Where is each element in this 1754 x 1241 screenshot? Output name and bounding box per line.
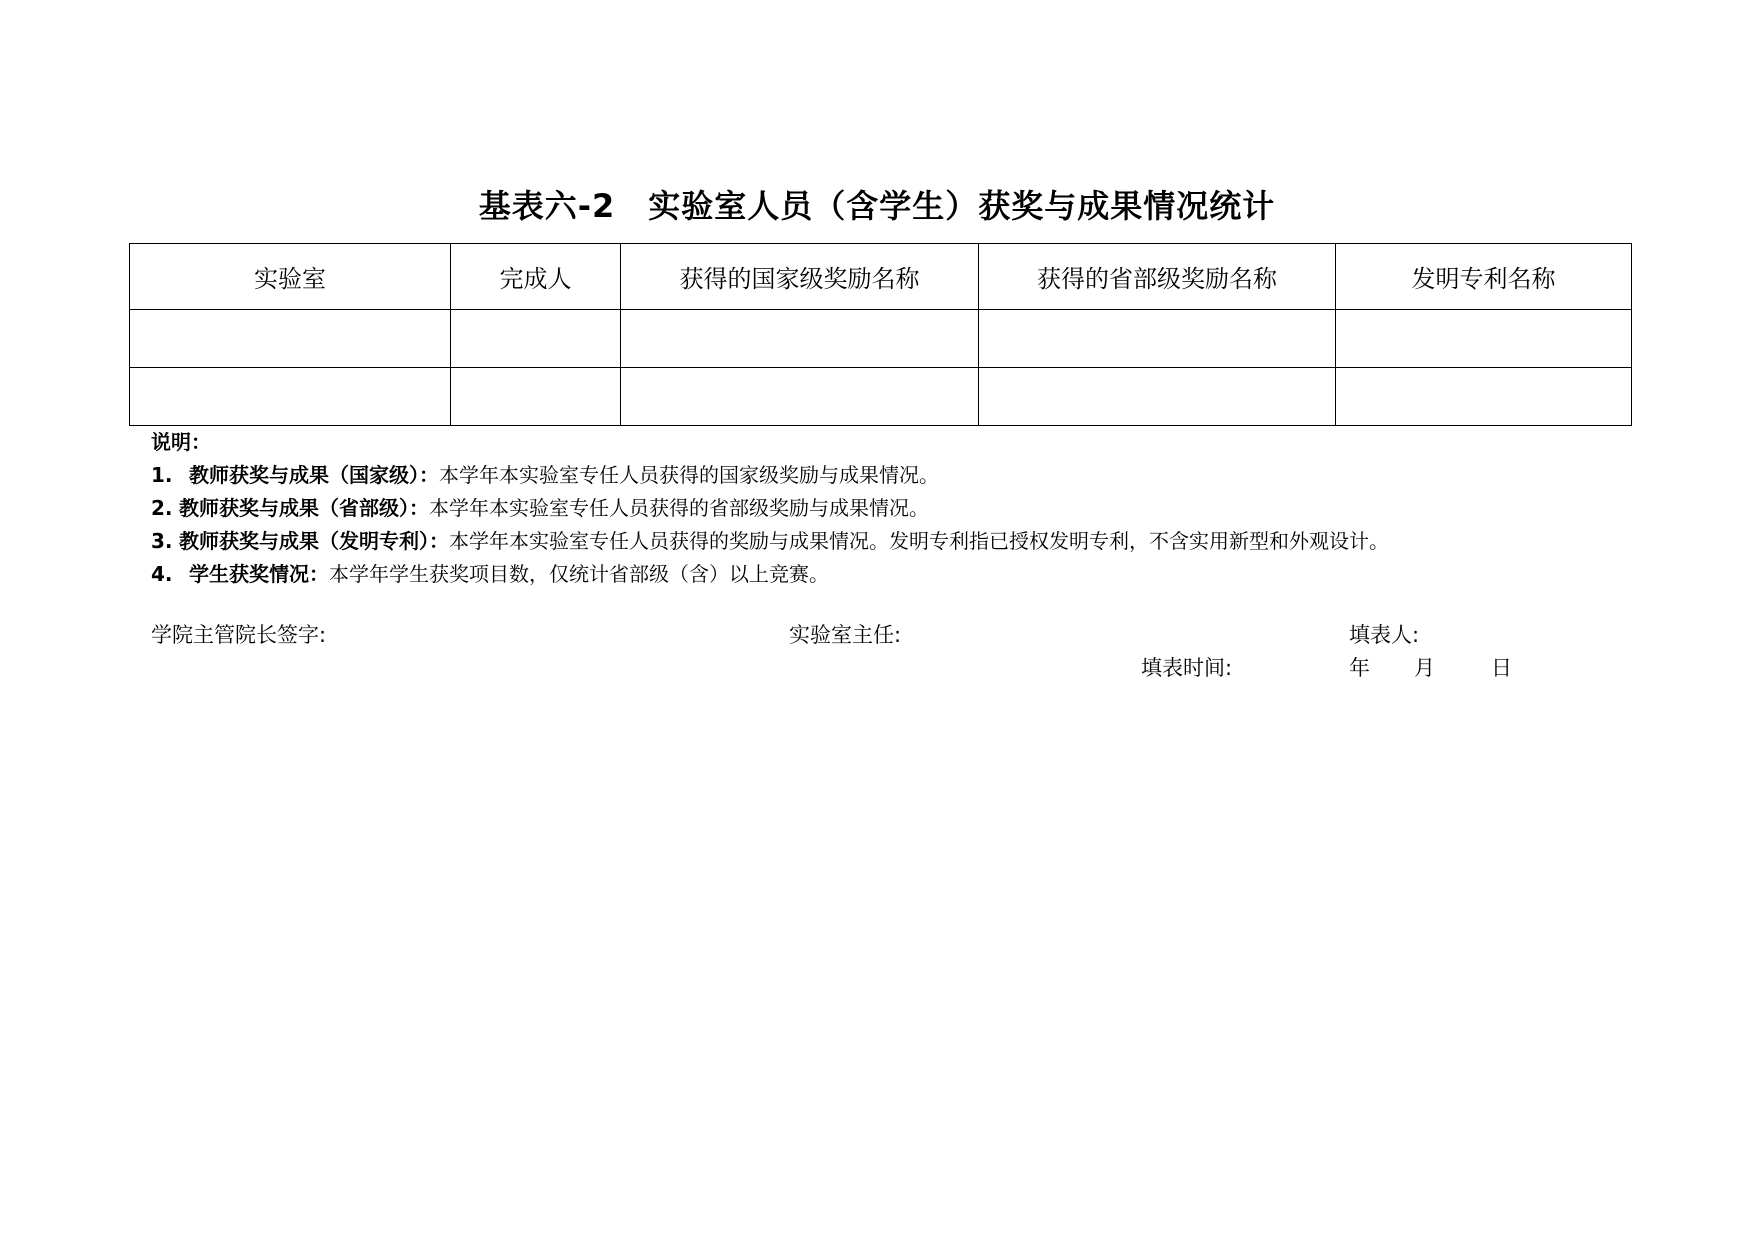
date-month-label: 月: [1414, 656, 1435, 680]
note-number: 4.: [151, 562, 173, 586]
note-term: 教师获奖与成果（省部级）：: [179, 496, 429, 520]
form-filler-label: 填表人:: [1349, 623, 1420, 647]
page-title: 基表六-2 实验室人员（含学生）获奖与成果情况统计: [478, 187, 1276, 225]
column-header-lab: 实验室: [130, 244, 451, 310]
note-item-1: [151, 459, 1389, 492]
table-cell[interactable]: [979, 310, 1336, 368]
fill-date-label: 填表时间:: [1141, 656, 1233, 680]
note-item-2: [151, 492, 1389, 525]
note-number: 2.: [151, 496, 173, 520]
date-day-label: 日: [1491, 656, 1512, 680]
notes-section: [151, 426, 1389, 591]
column-header-completer: 完成人: [451, 244, 621, 310]
column-header-provincial-award: 获得的省部级奖励名称: [979, 244, 1336, 310]
note-term: 教师获奖与成果（发明专利）：: [179, 529, 449, 553]
table-cell[interactable]: [451, 310, 621, 368]
column-header-national-award: 获得的国家级奖励名称: [621, 244, 979, 310]
table-header-row: [130, 244, 1632, 310]
table-cell[interactable]: [621, 310, 979, 368]
table-cell[interactable]: [621, 368, 979, 426]
note-text: 本学年本实验室专任人员获得的国家级奖励与成果情况。: [439, 463, 939, 487]
table-cell[interactable]: [451, 368, 621, 426]
note-term: 学生获奖情况：: [189, 562, 329, 586]
lab-director-label: 实验室主任:: [789, 623, 902, 647]
note-item-4: [151, 558, 1389, 591]
date-year-label: 年: [1349, 656, 1370, 680]
table-cell[interactable]: [130, 310, 451, 368]
note-term: 教师获奖与成果（国家级）：: [189, 463, 439, 487]
table-cell[interactable]: [130, 368, 451, 426]
note-text: 本学年本实验室专任人员获得的奖励与成果情况。发明专利指已授权发明专利，不含实用新型和外观设计。: [449, 529, 1389, 553]
table-cell[interactable]: [979, 368, 1336, 426]
note-text: 本学年本实验室专任人员获得的省部级奖励与成果情况。: [429, 496, 929, 520]
notes-heading: 说明：: [151, 430, 211, 454]
note-item-3: [151, 525, 1389, 558]
awards-table: [129, 243, 1632, 426]
table-row: [130, 310, 1632, 368]
table-cell[interactable]: [1336, 368, 1632, 426]
table-cell[interactable]: [1336, 310, 1632, 368]
dean-signature-label: 学院主管院长签字:: [151, 623, 327, 647]
note-text: 本学年学生获奖项目数，仅统计省部级（含）以上竞赛。: [329, 562, 829, 586]
table-row: [130, 368, 1632, 426]
column-header-patent: 发明专利名称: [1336, 244, 1632, 310]
note-number: 3.: [151, 529, 173, 553]
note-number: 1.: [151, 463, 173, 487]
